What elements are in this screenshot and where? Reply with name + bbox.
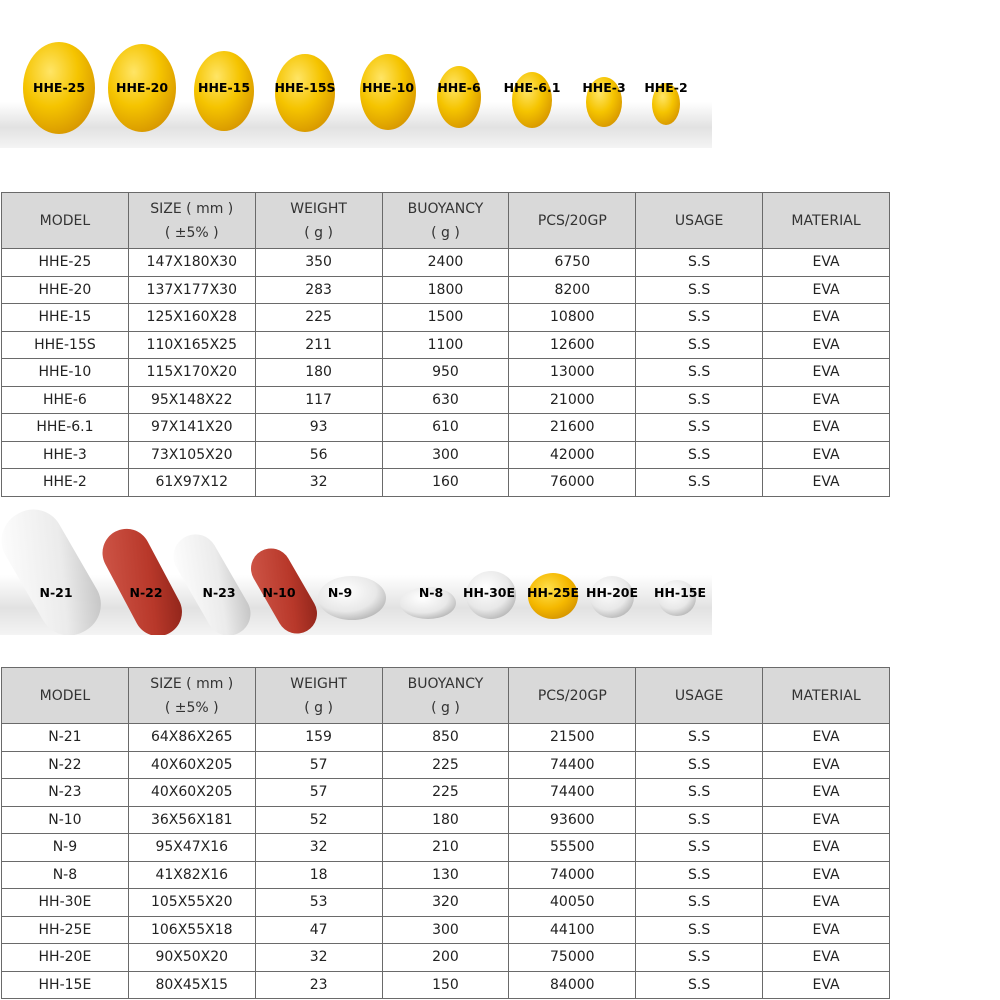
buoyancy-cell: 610: [382, 414, 509, 442]
weight-cell: 32: [255, 834, 382, 862]
buoyancy-cell: 630: [382, 386, 509, 414]
model-cell: N-10: [2, 806, 129, 834]
model-cell: N-9: [2, 834, 129, 862]
pcs-cell: 21500: [509, 724, 636, 752]
float-model-label: HHE-25: [32, 80, 86, 95]
model-cell: HHE-6.1: [2, 414, 129, 442]
buoyancy-cell: 1500: [382, 304, 509, 332]
buoyancy-cell: 300: [382, 916, 509, 944]
weight-cell: 57: [255, 779, 382, 807]
pcs-cell: 6750: [509, 249, 636, 277]
table-row: [2, 861, 890, 889]
material-cell: EVA: [763, 414, 890, 442]
material-cell: EVA: [763, 834, 890, 862]
material-cell: EVA: [763, 971, 890, 999]
table-row: [2, 331, 890, 359]
table-row: [2, 889, 890, 917]
table-row: [2, 834, 890, 862]
pcs-cell: 76000: [509, 469, 636, 497]
float-model-label: N-10: [262, 585, 296, 600]
red-bar-float-image: [94, 520, 190, 635]
float-model-label: HHE-15S: [274, 80, 336, 95]
table-row: [2, 971, 890, 999]
model-cell: N-21: [2, 724, 129, 752]
net-float-spec-table: [1, 667, 890, 999]
pcs-cell: 74400: [509, 779, 636, 807]
size-cell: 36X56X181: [128, 806, 255, 834]
weight-cell: 211: [255, 331, 382, 359]
buoyancy-cell: 210: [382, 834, 509, 862]
material-cell: EVA: [763, 944, 890, 972]
hhe-spec-table: [1, 192, 890, 497]
header-size: SIZE ( mm ) ( ±5% ): [128, 668, 255, 724]
buoyancy-cell: 225: [382, 779, 509, 807]
material-cell: EVA: [763, 359, 890, 387]
buoyancy-cell: 180: [382, 806, 509, 834]
pcs-cell: 21000: [509, 386, 636, 414]
usage-cell: S.S: [636, 441, 763, 469]
pcs-cell: 55500: [509, 834, 636, 862]
usage-cell: S.S: [636, 414, 763, 442]
weight-cell: 52: [255, 806, 382, 834]
float-model-label: N-23: [202, 585, 236, 600]
size-cell: 95X148X22: [128, 386, 255, 414]
pcs-cell: 74400: [509, 751, 636, 779]
model-cell: HHE-15S: [2, 331, 129, 359]
buoyancy-cell: 200: [382, 944, 509, 972]
buoyancy-cell: 130: [382, 861, 509, 889]
model-cell: HHE-20: [2, 276, 129, 304]
weight-cell: 18: [255, 861, 382, 889]
size-cell: 125X160X28: [128, 304, 255, 332]
material-cell: EVA: [763, 889, 890, 917]
buoyancy-cell: 225: [382, 751, 509, 779]
model-cell: HHE-2: [2, 469, 129, 497]
pcs-cell: 21600: [509, 414, 636, 442]
header-usage: USAGE: [636, 668, 763, 724]
usage-cell: S.S: [636, 276, 763, 304]
pcs-cell: 10800: [509, 304, 636, 332]
model-cell: HH-15E: [2, 971, 129, 999]
size-cell: 41X82X16: [128, 861, 255, 889]
size-cell: 97X141X20: [128, 414, 255, 442]
header-model: MODEL: [2, 668, 129, 724]
net-float-photo-banner: [0, 505, 712, 635]
net-floats-svg: [0, 505, 712, 635]
table-row: [2, 414, 890, 442]
float-model-label: HHE-3: [582, 80, 626, 95]
table-row: [2, 304, 890, 332]
size-cell: 61X97X12: [128, 469, 255, 497]
float-model-label: N-9: [327, 585, 353, 600]
table-row: [2, 469, 890, 497]
model-cell: N-8: [2, 861, 129, 889]
model-cell: HHE-15: [2, 304, 129, 332]
table-row: [2, 751, 890, 779]
pcs-cell: 44100: [509, 916, 636, 944]
weight-cell: 53: [255, 889, 382, 917]
weight-cell: 350: [255, 249, 382, 277]
usage-cell: S.S: [636, 944, 763, 972]
material-cell: EVA: [763, 861, 890, 889]
usage-cell: S.S: [636, 779, 763, 807]
header-buoyancy: BUOYANCY ( g ): [382, 193, 509, 249]
size-cell: 105X55X20: [128, 889, 255, 917]
usage-cell: S.S: [636, 861, 763, 889]
table-row: [2, 724, 890, 752]
model-cell: HHE-10: [2, 359, 129, 387]
float-model-label: HHE-6: [437, 80, 481, 95]
model-cell: HHE-25: [2, 249, 129, 277]
table-row: [2, 779, 890, 807]
weight-cell: 283: [255, 276, 382, 304]
table-row: [2, 944, 890, 972]
buoyancy-cell: 1800: [382, 276, 509, 304]
model-cell: HH-30E: [2, 889, 129, 917]
weight-cell: 159: [255, 724, 382, 752]
float-model-label: HHE-10: [361, 80, 415, 95]
hhe-float-photo-banner: [0, 30, 712, 148]
table-header-row: [2, 668, 890, 724]
pcs-cell: 93600: [509, 806, 636, 834]
pcs-cell: 42000: [509, 441, 636, 469]
weight-cell: 56: [255, 441, 382, 469]
size-cell: 90X50X20: [128, 944, 255, 972]
pcs-cell: 8200: [509, 276, 636, 304]
buoyancy-cell: 850: [382, 724, 509, 752]
size-cell: 147X180X30: [128, 249, 255, 277]
usage-cell: S.S: [636, 304, 763, 332]
table-row: [2, 386, 890, 414]
size-cell: 106X55X18: [128, 916, 255, 944]
table-row: [2, 359, 890, 387]
usage-cell: S.S: [636, 331, 763, 359]
buoyancy-cell: 150: [382, 971, 509, 999]
pcs-cell: 74000: [509, 861, 636, 889]
usage-cell: S.S: [636, 751, 763, 779]
size-cell: 40X60X205: [128, 779, 255, 807]
weight-cell: 23: [255, 971, 382, 999]
buoyancy-cell: 160: [382, 469, 509, 497]
usage-cell: S.S: [636, 916, 763, 944]
weight-cell: 225: [255, 304, 382, 332]
size-cell: 73X105X20: [128, 441, 255, 469]
model-cell: N-22: [2, 751, 129, 779]
pcs-cell: 40050: [509, 889, 636, 917]
float-model-label: HH-25E: [526, 585, 580, 600]
size-cell: 64X86X265: [128, 724, 255, 752]
model-cell: HHE-6: [2, 386, 129, 414]
usage-cell: S.S: [636, 386, 763, 414]
material-cell: EVA: [763, 751, 890, 779]
size-cell: 80X45X15: [128, 971, 255, 999]
material-cell: EVA: [763, 806, 890, 834]
buoyancy-cell: 2400: [382, 249, 509, 277]
header-model: MODEL: [2, 193, 129, 249]
model-cell: HH-20E: [2, 944, 129, 972]
table-header-row: [2, 193, 890, 249]
usage-cell: S.S: [636, 971, 763, 999]
material-cell: EVA: [763, 249, 890, 277]
weight-cell: 93: [255, 414, 382, 442]
weight-cell: 32: [255, 944, 382, 972]
size-cell: 137X177X30: [128, 276, 255, 304]
material-cell: EVA: [763, 386, 890, 414]
float-model-label: HH-20E: [585, 585, 639, 600]
float-model-label: HH-15E: [653, 585, 707, 600]
header-buoyancy: BUOYANCY ( g ): [382, 668, 509, 724]
float-model-label: HHE-2: [644, 80, 688, 95]
header-pcs: PCS/20GP: [509, 668, 636, 724]
material-cell: EVA: [763, 469, 890, 497]
material-cell: EVA: [763, 441, 890, 469]
header-size: SIZE ( mm ) ( ±5% ): [128, 193, 255, 249]
float-model-label: N-22: [129, 585, 163, 600]
header-weight: WEIGHT ( g ): [255, 193, 382, 249]
float-model-label: HHE-6.1: [503, 80, 561, 95]
yellow-float-image: [437, 66, 481, 128]
weight-cell: 117: [255, 386, 382, 414]
header-material: MATERIAL: [763, 668, 890, 724]
table-row: [2, 441, 890, 469]
weight-cell: 57: [255, 751, 382, 779]
material-cell: EVA: [763, 779, 890, 807]
model-cell: N-23: [2, 779, 129, 807]
float-model-label: N-21: [39, 585, 73, 600]
material-cell: EVA: [763, 916, 890, 944]
weight-cell: 32: [255, 469, 382, 497]
size-cell: 95X47X16: [128, 834, 255, 862]
header-pcs: PCS/20GP: [509, 193, 636, 249]
usage-cell: S.S: [636, 724, 763, 752]
table-row: [2, 806, 890, 834]
white-bar-float-image: [0, 505, 112, 635]
buoyancy-cell: 320: [382, 889, 509, 917]
usage-cell: S.S: [636, 806, 763, 834]
pcs-cell: 13000: [509, 359, 636, 387]
usage-cell: S.S: [636, 834, 763, 862]
size-cell: 40X60X205: [128, 751, 255, 779]
header-usage: USAGE: [636, 193, 763, 249]
material-cell: EVA: [763, 276, 890, 304]
material-cell: EVA: [763, 724, 890, 752]
float-model-label: HHE-20: [115, 80, 169, 95]
size-cell: 115X170X20: [128, 359, 255, 387]
usage-cell: S.S: [636, 249, 763, 277]
pcs-cell: 12600: [509, 331, 636, 359]
usage-cell: S.S: [636, 889, 763, 917]
float-model-label: HHE-15: [197, 80, 251, 95]
model-cell: HHE-3: [2, 441, 129, 469]
table-row: [2, 276, 890, 304]
buoyancy-cell: 950: [382, 359, 509, 387]
material-cell: EVA: [763, 331, 890, 359]
weight-cell: 180: [255, 359, 382, 387]
buoyancy-cell: 300: [382, 441, 509, 469]
model-cell: HH-25E: [2, 916, 129, 944]
buoyancy-cell: 1100: [382, 331, 509, 359]
header-material: MATERIAL: [763, 193, 890, 249]
header-weight: WEIGHT ( g ): [255, 668, 382, 724]
table-row: [2, 249, 890, 277]
pcs-cell: 84000: [509, 971, 636, 999]
float-model-label: N-8: [418, 585, 444, 600]
table-row: [2, 916, 890, 944]
usage-cell: S.S: [636, 359, 763, 387]
size-cell: 110X165X25: [128, 331, 255, 359]
material-cell: EVA: [763, 304, 890, 332]
weight-cell: 47: [255, 916, 382, 944]
pcs-cell: 75000: [509, 944, 636, 972]
float-model-label: HH-30E: [462, 585, 516, 600]
usage-cell: S.S: [636, 469, 763, 497]
